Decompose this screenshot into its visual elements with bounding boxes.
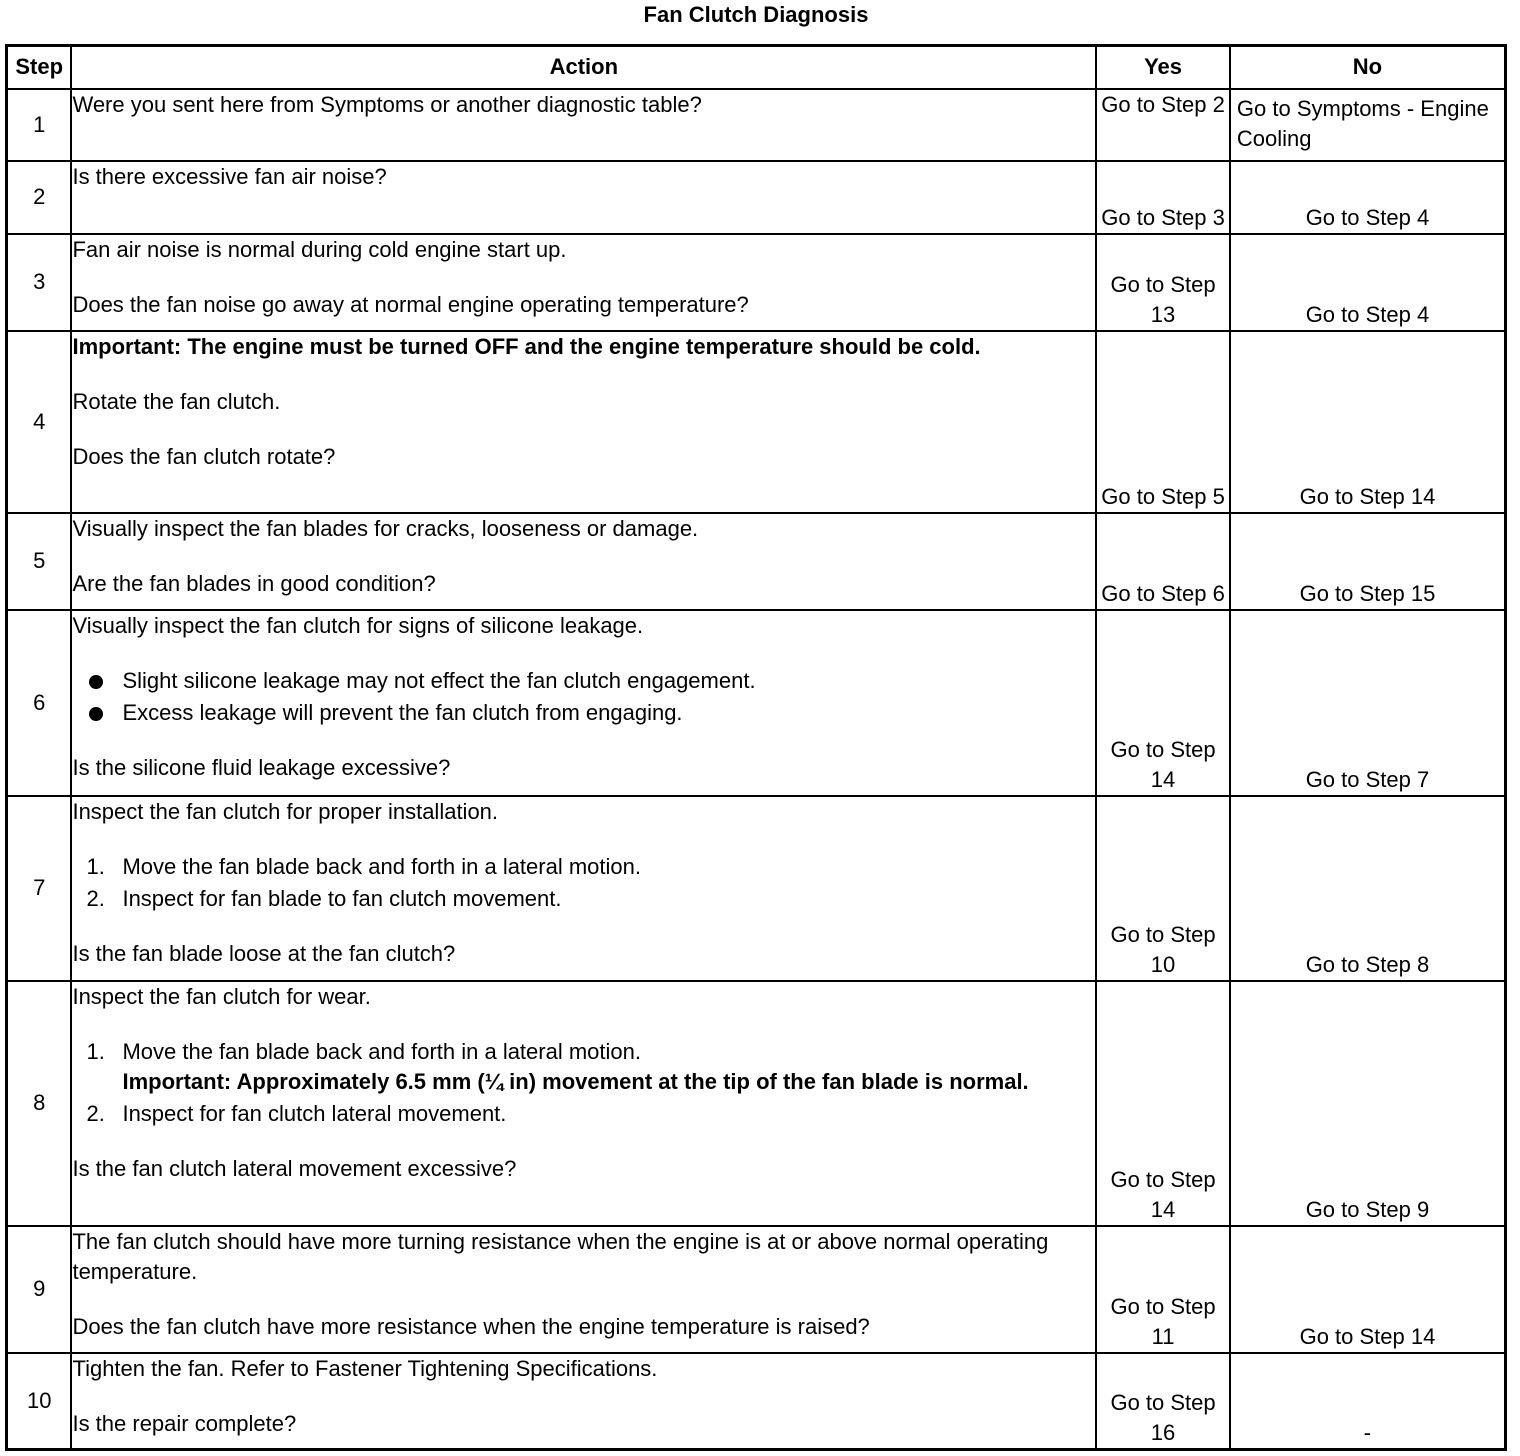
no-cell: Go to Step 8 bbox=[1230, 796, 1506, 981]
item-number: 1. bbox=[86, 1038, 105, 1064]
no-cell: Go to Step 4 bbox=[1230, 161, 1506, 234]
item-number: 2. bbox=[86, 885, 105, 911]
yes-cell: Go to Step 14 bbox=[1096, 610, 1230, 796]
action-question: Is the fan clutch lateral movement excessive? bbox=[72, 1155, 517, 1181]
numbered-item bbox=[72, 884, 1095, 914]
yes-cell: Go to Step 5 bbox=[1096, 331, 1230, 513]
action-text: Fan air noise is normal during cold engine start up. bbox=[72, 236, 567, 262]
action-text: Inspect the fan clutch for wear. bbox=[72, 983, 371, 1009]
step-number: 3 bbox=[7, 234, 72, 331]
step-number: 7 bbox=[7, 796, 72, 981]
action-text: Visually inspect the fan clutch for signs of silicone leakage. bbox=[72, 612, 644, 638]
no-cell: Go to Step 14 bbox=[1230, 331, 1506, 513]
yes-cell: Go to Step 13 bbox=[1096, 234, 1230, 331]
action-question: Is the fan blade loose at the fan clutch? bbox=[72, 940, 456, 966]
table-row bbox=[7, 161, 1506, 234]
action-question: Is the silicone fluid leakage excessive? bbox=[72, 754, 451, 780]
action-text: Is there excessive fan air noise? bbox=[72, 163, 387, 189]
bullet-icon bbox=[89, 675, 103, 689]
action-question: Does the fan clutch have more resistance when the engine temperature is raised? bbox=[72, 1313, 870, 1339]
important-note: Important: The engine must be turned OFF and the engine temperature should be cold. bbox=[72, 333, 981, 359]
action-cell bbox=[71, 1353, 1096, 1450]
no-cell: Go to Step 7 bbox=[1230, 610, 1506, 796]
step-number: 2 bbox=[7, 161, 72, 234]
table-row bbox=[7, 234, 1506, 331]
step-number: 10 bbox=[7, 1353, 72, 1450]
action-text: The fan clutch should have more turning resistance when the engine is at or above normal operating temperature. bbox=[72, 1228, 1049, 1284]
table-row bbox=[7, 331, 1506, 513]
step-number: 8 bbox=[7, 981, 72, 1226]
no-cell: Go to Step 14 bbox=[1230, 1226, 1506, 1353]
action-text: Tighten the fan. Refer to Fastener Tightening Specifications. bbox=[72, 1355, 658, 1381]
item-number: 2. bbox=[86, 1100, 105, 1126]
item-text: Inspect for fan clutch lateral movement. bbox=[122, 1100, 507, 1126]
yes-cell: Go to Step 11 bbox=[1096, 1226, 1230, 1353]
diagnosis-table bbox=[5, 44, 1507, 1451]
action-cell bbox=[71, 161, 1096, 234]
bullet-item bbox=[72, 698, 1095, 728]
bullet-text: Slight silicone leakage may not effect the fan clutch engagement. bbox=[122, 667, 756, 693]
no-cell: Go to Step 4 bbox=[1230, 234, 1506, 331]
numbered-item bbox=[72, 1037, 1095, 1097]
numbered-item bbox=[72, 852, 1095, 882]
yes-cell: Go to Step 3 bbox=[1096, 161, 1230, 234]
yes-cell: Go to Step 16 bbox=[1096, 1353, 1230, 1450]
action-text: Inspect the fan clutch for proper installation. bbox=[72, 798, 499, 824]
action-question: Are the fan blades in good condition? bbox=[72, 570, 436, 596]
item-text: Move the fan blade back and forth in a lateral motion. bbox=[122, 1038, 641, 1064]
action-cell bbox=[71, 89, 1096, 161]
numbered-item bbox=[72, 1099, 1095, 1129]
table-row bbox=[7, 981, 1506, 1226]
action-text: Visually inspect the fan blades for cracks, looseness or damage. bbox=[72, 515, 699, 541]
table-row bbox=[7, 796, 1506, 981]
table-row bbox=[7, 89, 1506, 161]
bullet-item bbox=[72, 666, 1095, 696]
item-text: Inspect for fan blade to fan clutch movement. bbox=[122, 885, 562, 911]
action-cell bbox=[71, 331, 1096, 513]
yes-cell: Go to Step 2 bbox=[1096, 89, 1230, 161]
document-title: Fan Clutch Diagnosis bbox=[643, 2, 869, 27]
step-number: 5 bbox=[7, 513, 72, 610]
action-text: Rotate the fan clutch. bbox=[72, 388, 281, 414]
bullet-text: Excess leakage will prevent the fan clutch from engaging. bbox=[122, 699, 683, 725]
yes-cell: Go to Step 14 bbox=[1096, 981, 1230, 1226]
table-row bbox=[7, 1353, 1506, 1450]
yes-cell: Go to Step 10 bbox=[1096, 796, 1230, 981]
action-cell bbox=[71, 513, 1096, 610]
table-row bbox=[7, 610, 1506, 796]
header-action: Action bbox=[71, 46, 1096, 89]
action-cell bbox=[71, 234, 1096, 331]
step-number: 4 bbox=[7, 331, 72, 513]
step-number: 1 bbox=[7, 89, 72, 161]
header-no: No bbox=[1230, 46, 1506, 89]
action-question: Does the fan noise go away at normal engine operating temperature? bbox=[72, 291, 749, 317]
no-cell: Go to Step 9 bbox=[1230, 981, 1506, 1226]
action-cell bbox=[71, 796, 1096, 981]
bullet-icon bbox=[89, 707, 103, 721]
step-number: 6 bbox=[7, 610, 72, 796]
important-note: Important: Approximately 6.5 mm (¼ in) movement at the tip of the fan blade is normal. bbox=[122, 1068, 1029, 1094]
action-cell bbox=[71, 981, 1096, 1226]
no-cell: - bbox=[1230, 1353, 1506, 1450]
action-question: Is the repair complete? bbox=[72, 1410, 297, 1436]
item-text: Move the fan blade back and forth in a lateral motion. bbox=[122, 853, 641, 879]
action-question: Does the fan clutch rotate? bbox=[72, 443, 336, 469]
header-yes: Yes bbox=[1096, 46, 1230, 89]
step-number: 9 bbox=[7, 1226, 72, 1353]
no-cell: Go to Step 15 bbox=[1230, 513, 1506, 610]
action-cell bbox=[71, 1226, 1096, 1353]
table-row bbox=[7, 1226, 1506, 1353]
table-row bbox=[7, 513, 1506, 610]
no-cell: Go to Symptoms - Engine Cooling bbox=[1230, 89, 1506, 161]
header-step: Step bbox=[7, 46, 72, 89]
action-cell bbox=[71, 610, 1096, 796]
item-number: 1. bbox=[86, 853, 105, 879]
action-text: Were you sent here from Symptoms or another diagnostic table? bbox=[72, 91, 702, 117]
yes-cell: Go to Step 6 bbox=[1096, 513, 1230, 610]
header-row bbox=[7, 46, 1506, 89]
